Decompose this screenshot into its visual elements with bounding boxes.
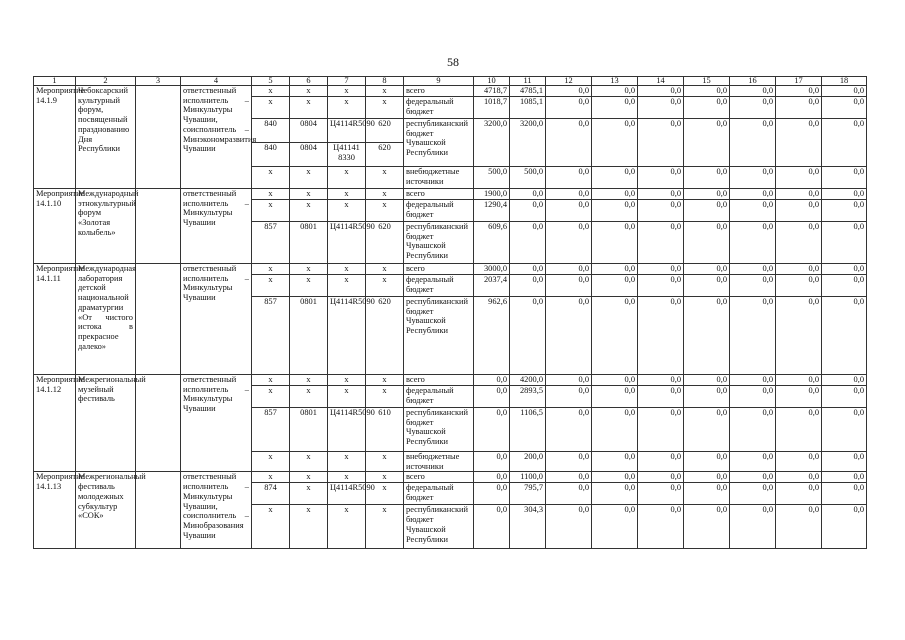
funding-source: республиканский бюджет Чувашской Республики — [404, 505, 474, 549]
amount-cell: 3200,0 — [474, 119, 510, 167]
amount-cell: 0,0 — [684, 297, 730, 375]
amount-cell: 0,0 — [638, 86, 684, 97]
vr-code: x — [366, 86, 404, 97]
amount-cell: 0,0 — [546, 505, 592, 549]
funding-source: республиканский бюджет Чувашской Республики — [404, 408, 474, 452]
amount-cell: 0,0 — [684, 189, 730, 200]
grbs-code: x — [252, 86, 290, 97]
amount-cell: 0,0 — [546, 189, 592, 200]
amount-cell: 0,0 — [510, 222, 546, 264]
amount-cell: 0,0 — [776, 297, 822, 375]
grbs-code: 857 — [252, 297, 290, 375]
amount-cell: 0,0 — [822, 452, 867, 472]
column-number: 10 — [474, 77, 510, 86]
amount-cell: 0,0 — [546, 264, 592, 275]
vr-code: x — [366, 200, 404, 222]
grbs-code: x — [252, 97, 290, 119]
amount-cell: 0,0 — [822, 505, 867, 549]
event-code: Мероприятие 14.1.10 — [34, 189, 76, 264]
amount-cell: 0,0 — [638, 297, 684, 375]
amount-cell: 0,0 — [730, 86, 776, 97]
amount-cell: 0,0 — [474, 483, 510, 505]
vr-code: 620 — [366, 143, 404, 167]
amount-cell: 0,0 — [730, 297, 776, 375]
amount-cell: 0,0 — [474, 375, 510, 386]
csr-code: Ц4114R5090 — [328, 483, 366, 505]
program-cell — [136, 472, 181, 549]
amount-cell: 0,0 — [592, 200, 638, 222]
amount-cell: 0,0 — [592, 97, 638, 119]
csr-code: x — [328, 97, 366, 119]
rzpr-code: x — [290, 275, 328, 297]
amount-cell: 2037,4 — [474, 275, 510, 297]
amount-cell: 0,0 — [638, 119, 684, 167]
amount-cell: 0,0 — [638, 275, 684, 297]
csr-code: x — [328, 386, 366, 408]
amount-cell: 0,0 — [730, 408, 776, 452]
column-number: 5 — [252, 77, 290, 86]
funding-source: федеральный бюджет — [404, 200, 474, 222]
event-name: Межрегиональный музейный фестиваль — [76, 375, 136, 472]
vr-code: x — [366, 472, 404, 483]
budget-table — [33, 76, 867, 549]
event-name: Международный этнокультурный форум «Золотая колыбель» — [76, 189, 136, 264]
vr-code: x — [366, 264, 404, 275]
event-executor: ответственный исполнитель – Минкультуры Чувашии — [181, 375, 252, 472]
column-number-row — [34, 77, 867, 86]
amount-cell: 0,0 — [638, 167, 684, 189]
amount-cell: 0,0 — [638, 200, 684, 222]
csr-code: Ц41141 8330 — [328, 143, 366, 167]
csr-code: x — [328, 86, 366, 97]
column-number: 13 — [592, 77, 638, 86]
amount-cell: 0,0 — [510, 275, 546, 297]
amount-cell: 200,0 — [510, 452, 546, 472]
vr-code: 610 — [366, 408, 404, 452]
funding-source: федеральный бюджет — [404, 275, 474, 297]
amount-cell: 0,0 — [776, 483, 822, 505]
column-number: 17 — [776, 77, 822, 86]
amount-cell: 0,0 — [546, 275, 592, 297]
amount-cell: 0,0 — [776, 167, 822, 189]
rzpr-code: x — [290, 86, 328, 97]
csr-code: x — [328, 505, 366, 549]
amount-cell: 0,0 — [592, 408, 638, 452]
amount-cell: 0,0 — [730, 200, 776, 222]
column-number: 4 — [181, 77, 252, 86]
table-row — [34, 86, 867, 97]
amount-cell: 0,0 — [638, 505, 684, 549]
amount-cell: 0,0 — [510, 264, 546, 275]
amount-cell: 0,0 — [822, 200, 867, 222]
amount-cell: 2893,5 — [510, 386, 546, 408]
csr-code: Ц4114R5090 — [328, 408, 366, 452]
rzpr-code: x — [290, 97, 328, 119]
amount-cell: 0,0 — [822, 189, 867, 200]
amount-cell: 0,0 — [474, 386, 510, 408]
column-number: 7 — [328, 77, 366, 86]
amount-cell: 500,0 — [474, 167, 510, 189]
amount-cell: 0,0 — [730, 97, 776, 119]
csr-code: x — [328, 375, 366, 386]
amount-cell: 0,0 — [546, 472, 592, 483]
column-number: 9 — [404, 77, 474, 86]
amount-cell: 0,0 — [592, 452, 638, 472]
rzpr-code: 0804 — [290, 119, 328, 143]
amount-cell: 4200,0 — [510, 375, 546, 386]
funding-source: всего — [404, 86, 474, 97]
column-number: 8 — [366, 77, 404, 86]
column-number: 1 — [34, 77, 76, 86]
amount-cell: 0,0 — [684, 452, 730, 472]
rzpr-code: x — [290, 386, 328, 408]
table-row — [34, 375, 867, 386]
program-cell — [136, 375, 181, 472]
amount-cell: 0,0 — [822, 222, 867, 264]
amount-cell: 0,0 — [546, 97, 592, 119]
amount-cell: 0,0 — [684, 483, 730, 505]
rzpr-code: x — [290, 472, 328, 483]
vr-code: x — [366, 386, 404, 408]
amount-cell: 0,0 — [546, 86, 592, 97]
rzpr-code: x — [290, 264, 328, 275]
funding-source: внебюджетные источники — [404, 167, 474, 189]
amount-cell: 0,0 — [776, 452, 822, 472]
rzpr-code: 0801 — [290, 222, 328, 264]
amount-cell: 0,0 — [776, 375, 822, 386]
funding-source: всего — [404, 472, 474, 483]
amount-cell: 0,0 — [546, 119, 592, 167]
amount-cell: 0,0 — [684, 200, 730, 222]
amount-cell: 1085,1 — [510, 97, 546, 119]
amount-cell: 0,0 — [684, 222, 730, 264]
grbs-code: x — [252, 189, 290, 200]
csr-code: x — [328, 275, 366, 297]
vr-code: x — [366, 505, 404, 549]
funding-source: республиканский бюджет Чувашской Республики — [404, 297, 474, 375]
amount-cell: 0,0 — [730, 275, 776, 297]
amount-cell: 0,0 — [822, 97, 867, 119]
amount-cell: 0,0 — [684, 167, 730, 189]
amount-cell: 1018,7 — [474, 97, 510, 119]
grbs-code: 857 — [252, 408, 290, 452]
amount-cell: 0,0 — [592, 167, 638, 189]
amount-cell: 0,0 — [638, 472, 684, 483]
amount-cell: 0,0 — [638, 264, 684, 275]
amount-cell: 0,0 — [592, 375, 638, 386]
csr-code: Ц4114R5090 — [328, 119, 366, 143]
column-number: 15 — [684, 77, 730, 86]
amount-cell: 0,0 — [684, 375, 730, 386]
event-executor: ответственный исполнитель – Минкультуры Чувашии — [181, 264, 252, 375]
amount-cell: 0,0 — [592, 297, 638, 375]
amount-cell: 0,0 — [638, 386, 684, 408]
csr-code: x — [328, 200, 366, 222]
funding-source: всего — [404, 375, 474, 386]
amount-cell: 0,0 — [684, 97, 730, 119]
event-code: Мероприятие 14.1.12 — [34, 375, 76, 472]
amount-cell: 1106,5 — [510, 408, 546, 452]
amount-cell: 0,0 — [684, 275, 730, 297]
grbs-code: 857 — [252, 222, 290, 264]
amount-cell: 3000,0 — [474, 264, 510, 275]
amount-cell: 0,0 — [510, 189, 546, 200]
amount-cell: 0,0 — [822, 483, 867, 505]
event-executor: ответственный исполнитель – Минкультуры Чувашии, соисполнитель – Минобразования Чувашии — [181, 472, 252, 549]
csr-code: Ц4114R5090 — [328, 222, 366, 264]
rzpr-code: x — [290, 505, 328, 549]
amount-cell: 0,0 — [474, 505, 510, 549]
table-row — [34, 472, 867, 483]
rzpr-code: 0801 — [290, 408, 328, 452]
amount-cell: 0,0 — [822, 408, 867, 452]
amount-cell: 4718,7 — [474, 86, 510, 97]
event-name: Межрегиональный фестиваль молодежных субкультур «СОК» — [76, 472, 136, 549]
amount-cell: 0,0 — [510, 200, 546, 222]
grbs-code: 840 — [252, 143, 290, 167]
amount-cell: 0,0 — [776, 189, 822, 200]
vr-code: 620 — [366, 119, 404, 143]
column-number: 3 — [136, 77, 181, 86]
amount-cell: 0,0 — [638, 189, 684, 200]
vr-code: x — [366, 167, 404, 189]
amount-cell: 0,0 — [822, 264, 867, 275]
amount-cell: 0,0 — [546, 167, 592, 189]
amount-cell: 3200,0 — [510, 119, 546, 167]
column-number: 11 — [510, 77, 546, 86]
amount-cell: 0,0 — [730, 222, 776, 264]
event-code: Мероприятие 14.1.11 — [34, 264, 76, 375]
amount-cell: 0,0 — [592, 119, 638, 167]
amount-cell: 0,0 — [474, 408, 510, 452]
amount-cell: 0,0 — [510, 297, 546, 375]
amount-cell: 0,0 — [776, 119, 822, 167]
amount-cell: 0,0 — [776, 386, 822, 408]
grbs-code: x — [252, 200, 290, 222]
amount-cell: 4785,1 — [510, 86, 546, 97]
table-row — [34, 264, 867, 275]
rzpr-code: x — [290, 167, 328, 189]
event-code: Мероприятие 14.1.13 — [34, 472, 76, 549]
amount-cell: 0,0 — [776, 222, 822, 264]
amount-cell: 0,0 — [546, 375, 592, 386]
funding-source: федеральный бюджет — [404, 483, 474, 505]
column-number: 18 — [822, 77, 867, 86]
amount-cell: 0,0 — [684, 386, 730, 408]
amount-cell: 0,0 — [730, 452, 776, 472]
amount-cell: 0,0 — [730, 264, 776, 275]
amount-cell: 0,0 — [638, 452, 684, 472]
csr-code: x — [328, 189, 366, 200]
amount-cell: 0,0 — [638, 97, 684, 119]
amount-cell: 0,0 — [822, 167, 867, 189]
amount-cell: 0,0 — [684, 119, 730, 167]
grbs-code: x — [252, 505, 290, 549]
grbs-code: 874 — [252, 483, 290, 505]
amount-cell: 0,0 — [822, 119, 867, 167]
rzpr-code: x — [290, 483, 328, 505]
csr-code: x — [328, 167, 366, 189]
event-name: Международная лаборатория детской национальной драматургии «От чистого истока в прекрасное далеко» — [76, 264, 136, 375]
program-cell — [136, 86, 181, 189]
amount-cell: 0,0 — [684, 86, 730, 97]
amount-cell: 304,3 — [510, 505, 546, 549]
event-executor: ответственный исполнитель – Минкультуры Чувашии — [181, 189, 252, 264]
amount-cell: 0,0 — [776, 505, 822, 549]
amount-cell: 0,0 — [776, 472, 822, 483]
amount-cell: 0,0 — [592, 86, 638, 97]
amount-cell: 0,0 — [546, 200, 592, 222]
funding-source: федеральный бюджет — [404, 97, 474, 119]
amount-cell: 795,7 — [510, 483, 546, 505]
grbs-code: x — [252, 375, 290, 386]
amount-cell: 1900,0 — [474, 189, 510, 200]
amount-cell: 962,6 — [474, 297, 510, 375]
column-number: 2 — [76, 77, 136, 86]
vr-code: x — [366, 452, 404, 472]
amount-cell: 0,0 — [822, 386, 867, 408]
vr-code: x — [366, 275, 404, 297]
funding-source: республиканский бюджет Чувашской Республики — [404, 222, 474, 264]
amount-cell: 0,0 — [592, 189, 638, 200]
amount-cell: 0,0 — [638, 483, 684, 505]
event-code: Мероприятие 14.1.9 — [34, 86, 76, 189]
amount-cell: 0,0 — [822, 275, 867, 297]
amount-cell: 0,0 — [592, 483, 638, 505]
rzpr-code: x — [290, 200, 328, 222]
vr-code: x — [366, 483, 404, 505]
vr-code: x — [366, 375, 404, 386]
funding-source: всего — [404, 264, 474, 275]
amount-cell: 0,0 — [730, 189, 776, 200]
amount-cell: 0,0 — [684, 264, 730, 275]
grbs-code: x — [252, 452, 290, 472]
amount-cell: 1100,0 — [510, 472, 546, 483]
vr-code: x — [366, 189, 404, 200]
amount-cell: 0,0 — [822, 472, 867, 483]
event-name: Чебоксарский культурный форум, посвященный празднованию Дня Республики — [76, 86, 136, 189]
rzpr-code: x — [290, 375, 328, 386]
amount-cell: 0,0 — [592, 264, 638, 275]
amount-cell: 0,0 — [730, 375, 776, 386]
amount-cell: 0,0 — [730, 505, 776, 549]
amount-cell: 0,0 — [546, 386, 592, 408]
rzpr-code: x — [290, 189, 328, 200]
rzpr-code: x — [290, 452, 328, 472]
program-cell — [136, 264, 181, 375]
amount-cell: 0,0 — [730, 386, 776, 408]
funding-source: федеральный бюджет — [404, 386, 474, 408]
amount-cell: 0,0 — [684, 472, 730, 483]
amount-cell: 0,0 — [474, 472, 510, 483]
amount-cell: 0,0 — [776, 86, 822, 97]
amount-cell: 0,0 — [546, 452, 592, 472]
amount-cell: 0,0 — [592, 275, 638, 297]
page-number: 58 — [447, 55, 459, 69]
amount-cell: 0,0 — [822, 86, 867, 97]
funding-source: внебюджетные источники — [404, 452, 474, 472]
amount-cell: 0,0 — [592, 472, 638, 483]
grbs-code: x — [252, 472, 290, 483]
amount-cell: 0,0 — [776, 275, 822, 297]
funding-source: республиканский бюджет Чувашской Республики — [404, 119, 474, 167]
amount-cell: 0,0 — [546, 222, 592, 264]
grbs-code: 840 — [252, 119, 290, 143]
amount-cell: 0,0 — [684, 505, 730, 549]
amount-cell: 0,0 — [730, 472, 776, 483]
rzpr-code: 0804 — [290, 143, 328, 167]
amount-cell: 0,0 — [474, 452, 510, 472]
grbs-code: x — [252, 167, 290, 189]
amount-cell: 0,0 — [776, 97, 822, 119]
grbs-code: x — [252, 386, 290, 408]
column-number: 6 — [290, 77, 328, 86]
amount-cell: 0,0 — [822, 375, 867, 386]
table-row — [34, 189, 867, 200]
vr-code: x — [366, 97, 404, 119]
csr-code: Ц4114R5090 — [328, 297, 366, 375]
amount-cell: 0,0 — [730, 119, 776, 167]
grbs-code: x — [252, 264, 290, 275]
funding-source: всего — [404, 189, 474, 200]
amount-cell: 0,0 — [776, 200, 822, 222]
amount-cell: 0,0 — [592, 386, 638, 408]
amount-cell: 0,0 — [546, 408, 592, 452]
amount-cell: 1290,4 — [474, 200, 510, 222]
amount-cell: 0,0 — [546, 483, 592, 505]
rzpr-code: 0801 — [290, 297, 328, 375]
amount-cell: 0,0 — [592, 505, 638, 549]
amount-cell: 0,0 — [638, 222, 684, 264]
amount-cell: 500,0 — [510, 167, 546, 189]
grbs-code: x — [252, 275, 290, 297]
csr-code: x — [328, 264, 366, 275]
amount-cell: 0,0 — [638, 375, 684, 386]
amount-cell: 0,0 — [730, 483, 776, 505]
column-number: 14 — [638, 77, 684, 86]
amount-cell: 0,0 — [592, 222, 638, 264]
amount-cell: 609,6 — [474, 222, 510, 264]
amount-cell: 0,0 — [638, 408, 684, 452]
event-executor: ответственный исполнитель – Минкультуры Чувашии, соисполнитель – Минэкономразвития Чувашии — [181, 86, 252, 189]
amount-cell: 0,0 — [776, 264, 822, 275]
csr-code: x — [328, 452, 366, 472]
amount-cell: 0,0 — [730, 167, 776, 189]
amount-cell: 0,0 — [684, 408, 730, 452]
program-cell — [136, 189, 181, 264]
vr-code: 620 — [366, 222, 404, 264]
column-number: 12 — [546, 77, 592, 86]
csr-code: x — [328, 472, 366, 483]
column-number: 16 — [730, 77, 776, 86]
amount-cell: 0,0 — [822, 297, 867, 375]
amount-cell: 0,0 — [776, 408, 822, 452]
vr-code: 620 — [366, 297, 404, 375]
amount-cell: 0,0 — [546, 297, 592, 375]
